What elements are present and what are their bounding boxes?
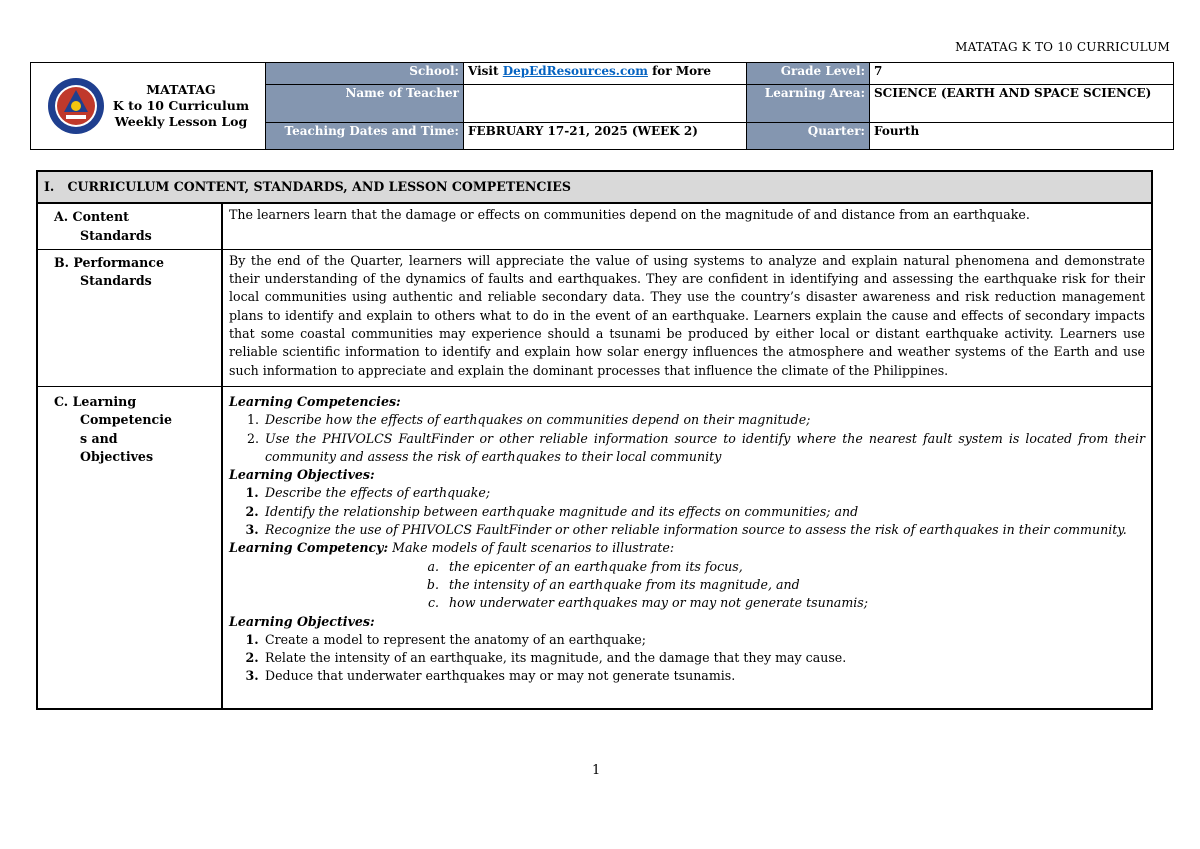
grade-level-value: 7 xyxy=(870,63,1174,85)
fault-scenarios-list xyxy=(229,558,1145,613)
competencies-label: C. Learning Competencie s and Objectives xyxy=(37,386,222,708)
section-title: CURRICULUM CONTENT, STANDARDS, AND LESSON COMPETENCIES xyxy=(67,179,571,194)
list-item: 1. Create a model to represent the anatomy of an earthquake; xyxy=(263,631,1145,649)
list-item: 1. Describe the effects of earthquake; xyxy=(263,484,1145,502)
list-item: 2. Use the PHIVOLCS FaultFinder or other reliable information source to identify where the nearest fault system is located from their community and assess the risk of earthquakes to their local community xyxy=(263,430,1145,467)
quarter-value: Fourth xyxy=(870,123,1174,150)
learning-objectives-2-list xyxy=(229,631,1145,686)
school-label: School: xyxy=(266,63,464,85)
list-item: 1. Describe how the effects of earthquakes on communities depend on their magnitude; xyxy=(263,411,1145,429)
teaching-dates-value: FEBRUARY 17-21, 2025 (WEEK 2) xyxy=(464,123,747,150)
section-heading: I. CURRICULUM CONTENT, STANDARDS, AND LESSON COMPETENCIES xyxy=(37,171,1152,203)
performance-standards-label: B. Performance Standards xyxy=(37,249,222,386)
list-item: 3. Recognize the use of PHIVOLCS FaultFinder or other reliable information source to assess the risk of earthquakes in their community. xyxy=(263,521,1145,539)
learning-competencies-list xyxy=(229,411,1145,466)
lc-heading: Learning Competencies: xyxy=(229,393,401,409)
teacher-label: Name of Teacher xyxy=(266,85,464,123)
teaching-dates-label: Teaching Dates and Time: xyxy=(266,123,464,150)
list-item: 2. Identify the relationship between earthquake magnitude and its effects on communities; and xyxy=(263,503,1145,521)
list-item: a. the epicenter of an earthquake from its focus, xyxy=(443,558,1145,576)
content-standards-label: A. Content Standards xyxy=(37,203,222,249)
learning-area-label: Learning Area: xyxy=(747,85,870,123)
list-item: 2. Relate the intensity of an earthquake, its magnitude, and the damage that they may cause. xyxy=(263,649,1145,667)
depedresources-link[interactable]: DepEdResources.com xyxy=(502,64,648,78)
logo-line-3: Weekly Lesson Log xyxy=(114,114,248,129)
lo-heading: Learning Objectives: xyxy=(229,467,375,483)
curriculum-table xyxy=(36,170,1153,710)
list-item: 3. Deduce that underwater earthquakes may or may not generate tsunamis. xyxy=(263,667,1145,685)
logo-title: MATATAG xyxy=(146,82,216,97)
deped-seal-icon xyxy=(47,77,105,135)
logo-line-2: K to 10 Curriculum xyxy=(112,98,250,113)
quarter-label: Quarter: xyxy=(747,123,870,150)
lc2-line: Learning Competency: Make models of fault scenarios to illustrate: xyxy=(229,540,675,556)
content-standards-text: The learners learn that the damage or effects on communities depend on the magnitude of and distance from an earthquake. xyxy=(222,203,1152,249)
school-value: Visit DepEdResources.com for More xyxy=(464,63,747,85)
logo-cell xyxy=(31,63,266,150)
competencies-content xyxy=(222,386,1152,708)
learning-objectives-list xyxy=(229,484,1145,539)
grade-level-label: Grade Level: xyxy=(747,63,870,85)
performance-standards-text: By the end of the Quarter, learners will appreciate the value of using systems to analyze and explain natural phenomena and demonstrate their understanding of the dynamics of faults and earthquakes. They are confident in identifying and assessing the earthquake risk for their local communities using authentic and reliable secondary data. They use the country’s disaster awareness and risk reduction management plans to identify and explain to others what to do in the event of an earthquake. Learners explain the cause and effects of secondary impacts that some coastal communities may experience should a tsunami be produced by either local or distant earthquake activity. Learners use reliable scientific information to identify and explain how solar energy influences the atmosphere and weather systems of the Earth and use such information to appreciate and explain the dominant processes that influence the climate of the Philippines. xyxy=(222,249,1152,386)
lo2-heading: Learning Objectives: xyxy=(229,613,375,629)
list-item: b. the intensity of an earthquake from its magnitude, and xyxy=(443,576,1145,594)
lesson-log-header-table xyxy=(30,62,1174,150)
running-header: MATATAG K TO 10 CURRICULUM xyxy=(955,40,1170,54)
page-number: 1 xyxy=(592,763,601,778)
list-item: c. how underwater earthquakes may or may not generate tsunamis; xyxy=(443,594,1145,612)
learning-area-value: SCIENCE (EARTH AND SPACE SCIENCE) xyxy=(870,85,1174,123)
teacher-value xyxy=(464,85,747,123)
